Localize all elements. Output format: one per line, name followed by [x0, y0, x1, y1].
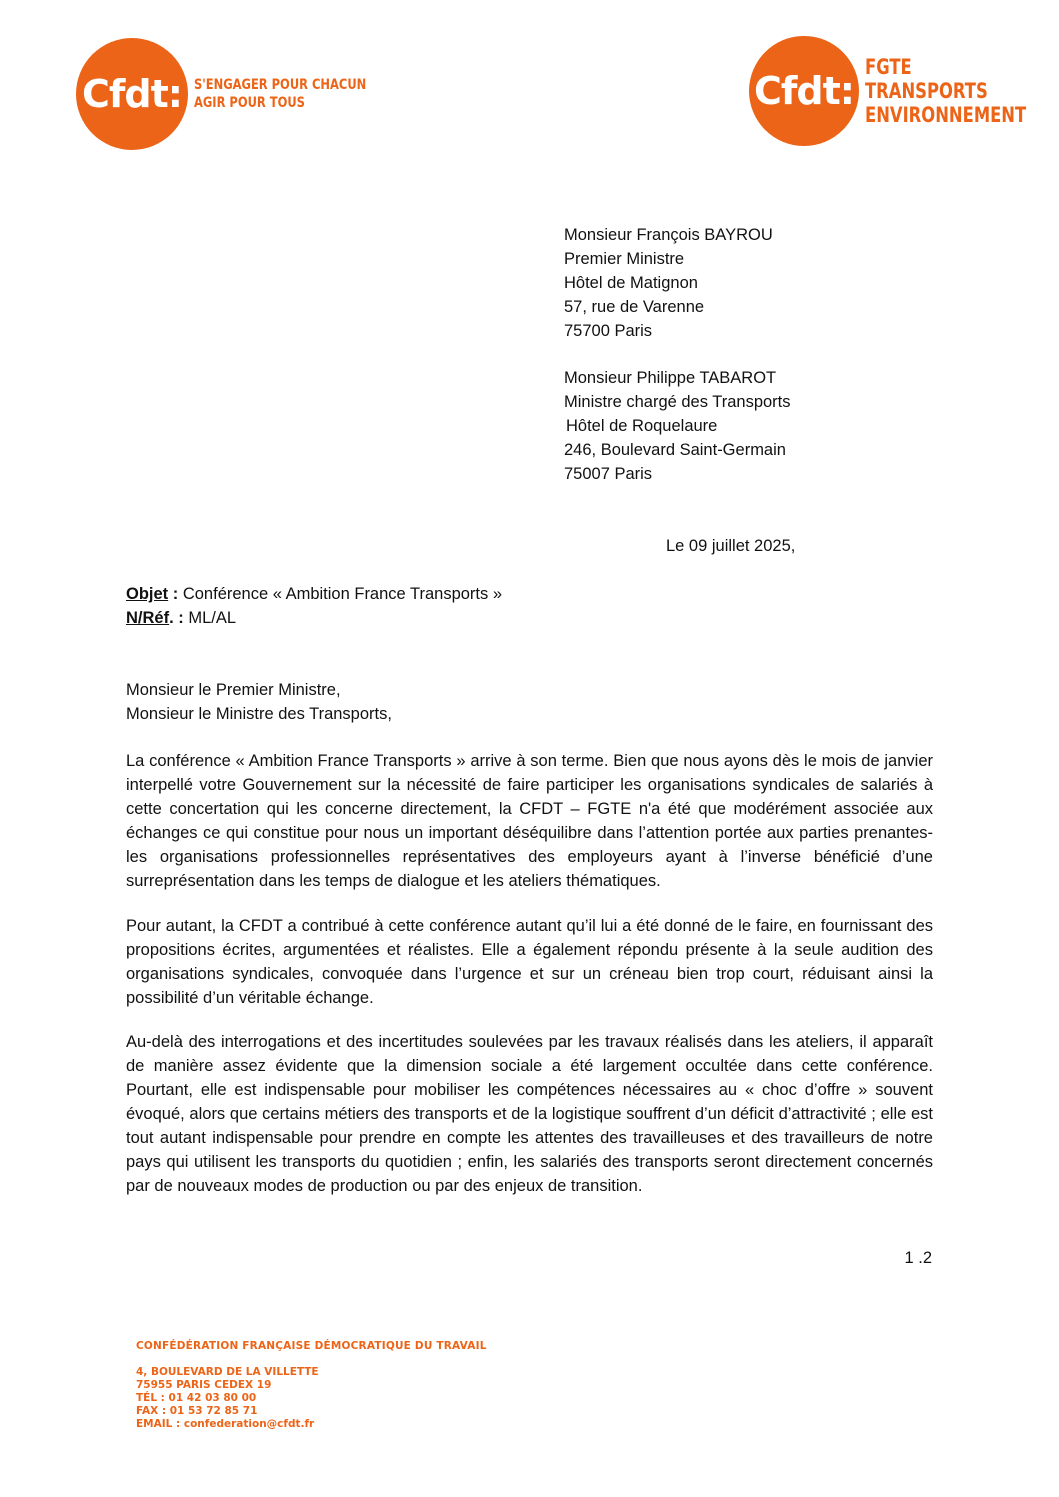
fgte-wordmark	[865, 55, 1026, 127]
subject-value: Conférence « Ambition France Transports »	[182, 585, 503, 603]
footer-line: FAX : 01 53 72 85 71	[136, 1405, 258, 1417]
reference-sep: . :	[169, 609, 189, 627]
letter-date: Le 09 juillet 2025,	[666, 537, 796, 555]
body-paragraph-2: Pour autant, la CFDT a contribué à cette conférence autant qu’il lui a été donné de le faire, en fournissant des propositions écrites, argumentées et réalistes. Elle a également répondu présente à la seule audition des organisations syndicales, convoquée dans l’urgence et sur un créneau bien trop court, réduisant ainsi la possibilité d’un véritable échange.	[126, 917, 933, 1007]
address-line: 57, rue de Varenne	[564, 298, 705, 316]
footer-address	[136, 1340, 487, 1431]
salutation	[126, 678, 392, 726]
salutation-line-2: Monsieur le Ministre des Transports,	[126, 705, 392, 723]
subject-sep: :	[168, 585, 183, 603]
footer-line: TÉL : 01 42 03 80 00	[136, 1392, 257, 1404]
cfdt-logo-circle: Cfdt:	[76, 38, 188, 150]
address-line: 246, Boulevard Saint-Germain	[564, 441, 786, 459]
address-line: 75007 Paris	[564, 465, 653, 483]
fgte-line-2: TRANSPORTS	[865, 79, 988, 103]
fgte-line-3: ENVIRONNEMENT	[865, 103, 1027, 127]
subject-line	[126, 582, 502, 606]
cfdt-tagline	[194, 76, 366, 112]
address-line: Ministre chargé des Transports	[564, 393, 791, 411]
address-line: Monsieur François BAYROU	[564, 226, 773, 244]
body-paragraph-1: La conférence « Ambition France Transports » arrive à son terme. Bien que nous ayons dès le mois de janvier interpellé votre Gouvernement sur la nécessité de faire participer les organisations syndicales de salariés à cette concertation qui les concerne directement, la CFDT – FGTE n'a été que modérément associée aux échanges ce qui constitue pour nous un important déséquilibre dans l’attention portée aux parties prenantes-les organisations professionnelles représentatives des employeurs ayant à l’inverse bénéficié d’une surreprésentation dans les temps de dialogue et les ateliers thématiques.	[126, 752, 933, 890]
address-line: 75700 Paris	[564, 322, 653, 340]
tagline-line-2: AGIR POUR TOUS	[194, 95, 305, 111]
cfdt-logo	[76, 38, 404, 150]
fgte-logo	[749, 36, 1059, 146]
subject-label: Objet	[126, 585, 169, 603]
tagline-line-1: S'ENGAGER POUR CHACUN	[194, 77, 367, 93]
footer-organisation: CONFÉDÉRATION FRANÇAISE DÉMOCRATIQUE DU TRAVAIL	[136, 1340, 487, 1352]
footer-email: EMAIL : confederation@cfdt.fr	[136, 1418, 315, 1430]
salutation-line-1: Monsieur le Premier Ministre,	[126, 681, 341, 699]
fgte-logo-circle: Cfdt:	[749, 36, 859, 146]
recipient-address-1	[564, 223, 773, 343]
reference-value: ML/AL	[188, 609, 237, 627]
recipient-address-2	[564, 366, 791, 486]
reference-line	[126, 606, 502, 630]
address-line: Monsieur Philippe TABAROT	[564, 369, 777, 387]
footer-line: 4, BOULEVARD DE LA VILLETTE	[136, 1366, 319, 1378]
body-paragraph-3: Au-delà des interrogations et des incertitudes soulevées par les travaux réalisés dans les ateliers, il apparaît de manière assez évidente que la dimension sociale a été largement occultée dans cette conférence. Pourtant, elle est indispensable pour mobiliser les compétences nécessaires au « choc d’offre » souvent évoqué, alors que certains métiers des transports et de la logistique souffrent d’un déficit d’attractivité ; elle est tout autant indispensable pour prendre en compte les attentes des travailleuses et des travailleurs de notre pays qui utilisent les transports du quotidien ; enfin, les salariés des transports seront directement concernés par de nouveaux modes de production ou par des enjeux de transition.	[126, 1033, 933, 1195]
footer-line: 75955 PARIS CEDEX 19	[136, 1379, 272, 1391]
subject-block	[126, 582, 502, 630]
address-line: Hôtel de Roquelaure	[566, 417, 718, 435]
reference-label: N/Réf	[126, 609, 170, 627]
page-number: 1 .2	[904, 1249, 932, 1267]
fgte-line-1: FGTE	[865, 55, 912, 79]
address-line: Hôtel de Matignon	[564, 274, 698, 292]
address-line: Premier Ministre	[564, 250, 685, 268]
